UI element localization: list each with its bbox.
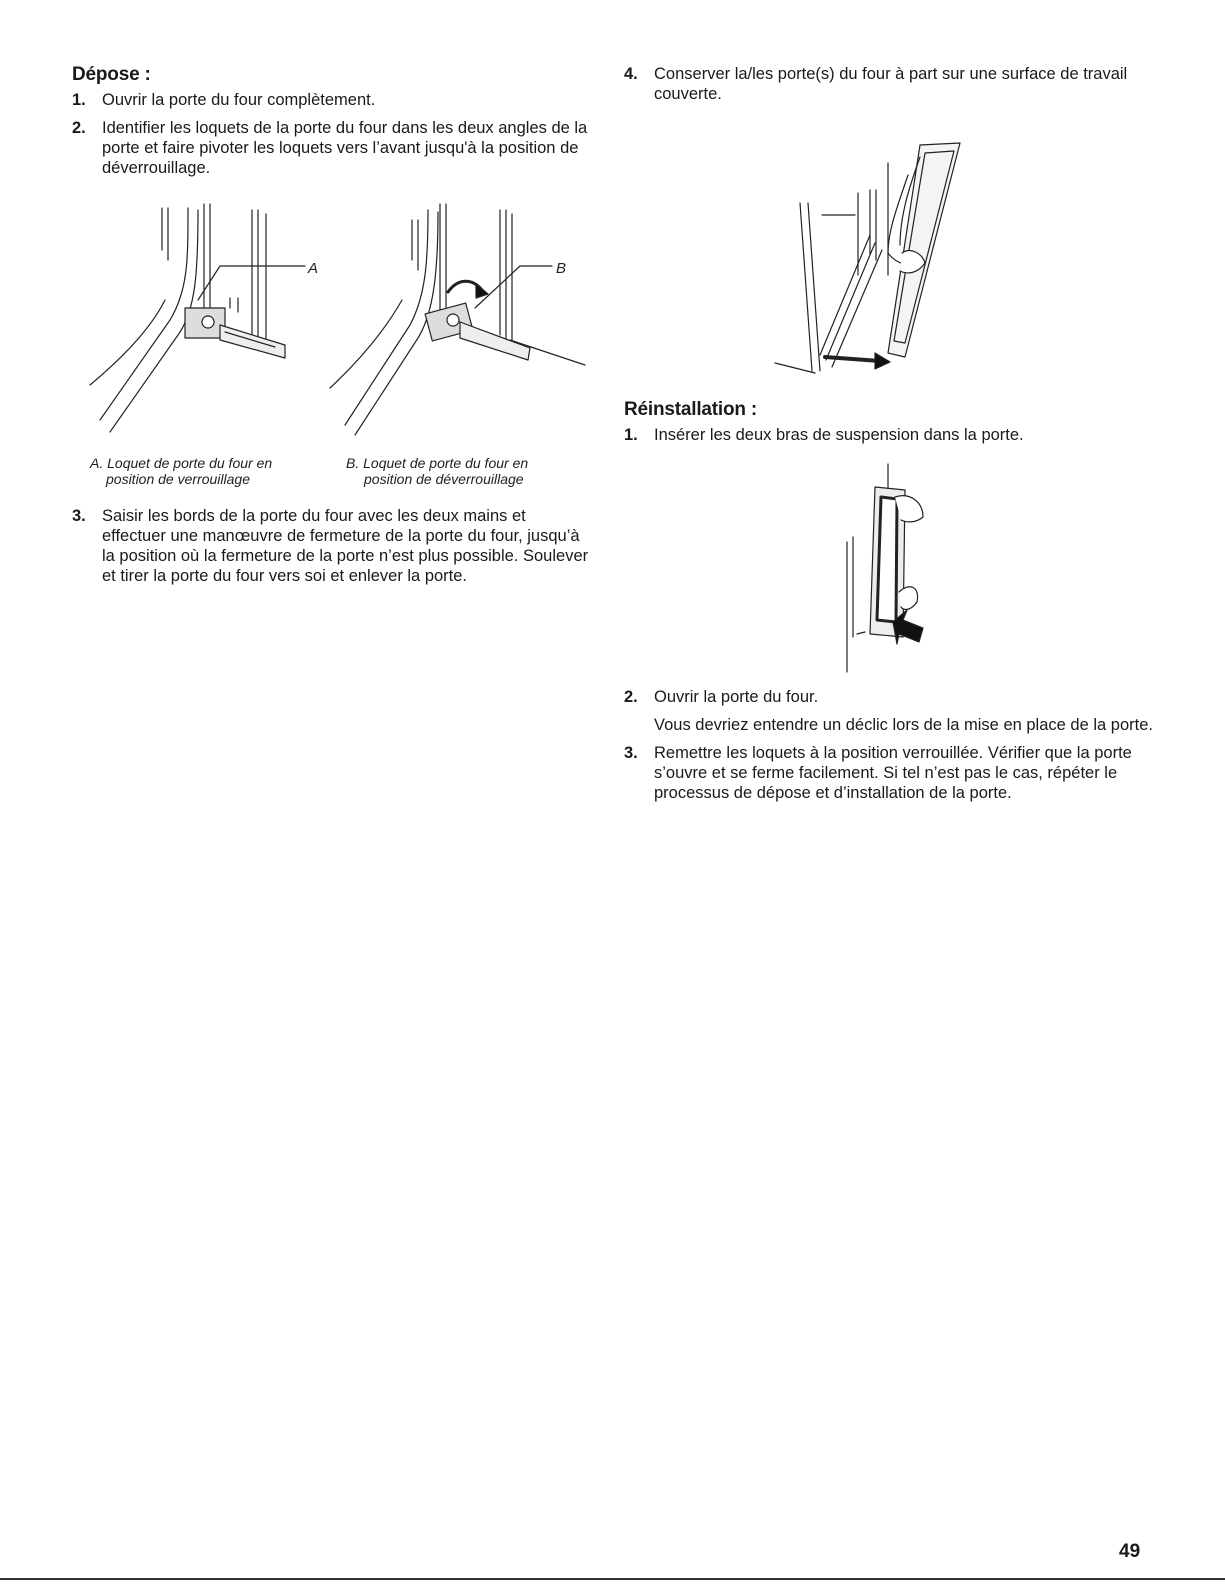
caption-a-line1: A. Loquet de porte du four en <box>90 455 273 471</box>
step-item <box>72 118 592 178</box>
step-number: 2. <box>624 688 638 706</box>
latch-illustration <box>80 200 600 445</box>
step-text: Insérer les deux bras de suspension dans la porte. <box>654 426 1024 444</box>
right-column <box>624 64 1164 112</box>
left-column-continued <box>72 506 592 594</box>
step-text: Ouvrir la porte du four complètement. <box>102 91 376 109</box>
step-text: Saisir les bords de la porte du four avec les deux mains et effectuer une manœuvre de fermeture de la porte du four, jusqu’à la position où la fermeture de la porte n’est plus possible. Soulever et tirer la porte du four vers soi et enlever la porte. <box>102 507 589 585</box>
bottom-rule <box>0 1578 1225 1580</box>
figure-caption-a <box>90 455 320 487</box>
right-column-reinstallation <box>624 399 1164 453</box>
callout-label-a: A <box>308 260 319 277</box>
step-text: Ouvrir la porte du four. <box>654 688 819 706</box>
left-column <box>72 64 592 186</box>
step-item <box>624 743 1164 803</box>
step-number: 3. <box>72 507 86 525</box>
step-number: 1. <box>624 426 638 444</box>
right-column-steps <box>624 687 1164 811</box>
page-number: 49 <box>1119 1541 1141 1562</box>
step-text: Remettre les loquets à la position verrouillée. Vérifier que la porte s’ouvre et se ferme facilement. Si tel n’est pas le cas, répéter le processus de dépose et d’installation de la porte. <box>654 744 1132 802</box>
step-number: 2. <box>72 119 86 137</box>
step-item <box>72 506 592 586</box>
door-insertion-diagram <box>835 462 945 677</box>
caption-a-line2: position de verrouillage <box>106 471 250 487</box>
caption-b-line1: B. Loquet de porte du four en <box>346 455 529 471</box>
step-number: 3. <box>624 744 638 762</box>
step-item <box>624 64 1164 104</box>
step-number: 1. <box>72 91 86 109</box>
step-note: Vous devriez entendre un déclic lors de la mise en place de la porte. <box>654 716 1153 734</box>
step-text: Conserver la/les porte(s) du four à part sur une surface de travail couverte. <box>654 65 1128 103</box>
step-number: 4. <box>624 65 638 83</box>
door-insertion-illustration <box>835 462 945 677</box>
step-text: Identifier les loquets de la porte du four dans les deux angles de la porte et faire pivoter les loquets vers l’avant jusqu'à la position de déverrouillage. <box>102 119 588 177</box>
section-heading-depose: Dépose : <box>72 64 151 85</box>
step-item <box>624 687 1164 735</box>
callout-label-b: B <box>556 260 567 277</box>
step-item <box>72 90 592 110</box>
door-storage-diagram <box>770 135 990 375</box>
door-storage-illustration <box>770 135 990 375</box>
figure-caption-b <box>346 455 586 487</box>
section-heading-reinstallation: Réinstallation : <box>624 399 757 420</box>
caption-b-line2: position de déverrouillage <box>364 471 524 487</box>
oven-latch-diagram <box>80 200 600 445</box>
step-item <box>624 425 1164 445</box>
